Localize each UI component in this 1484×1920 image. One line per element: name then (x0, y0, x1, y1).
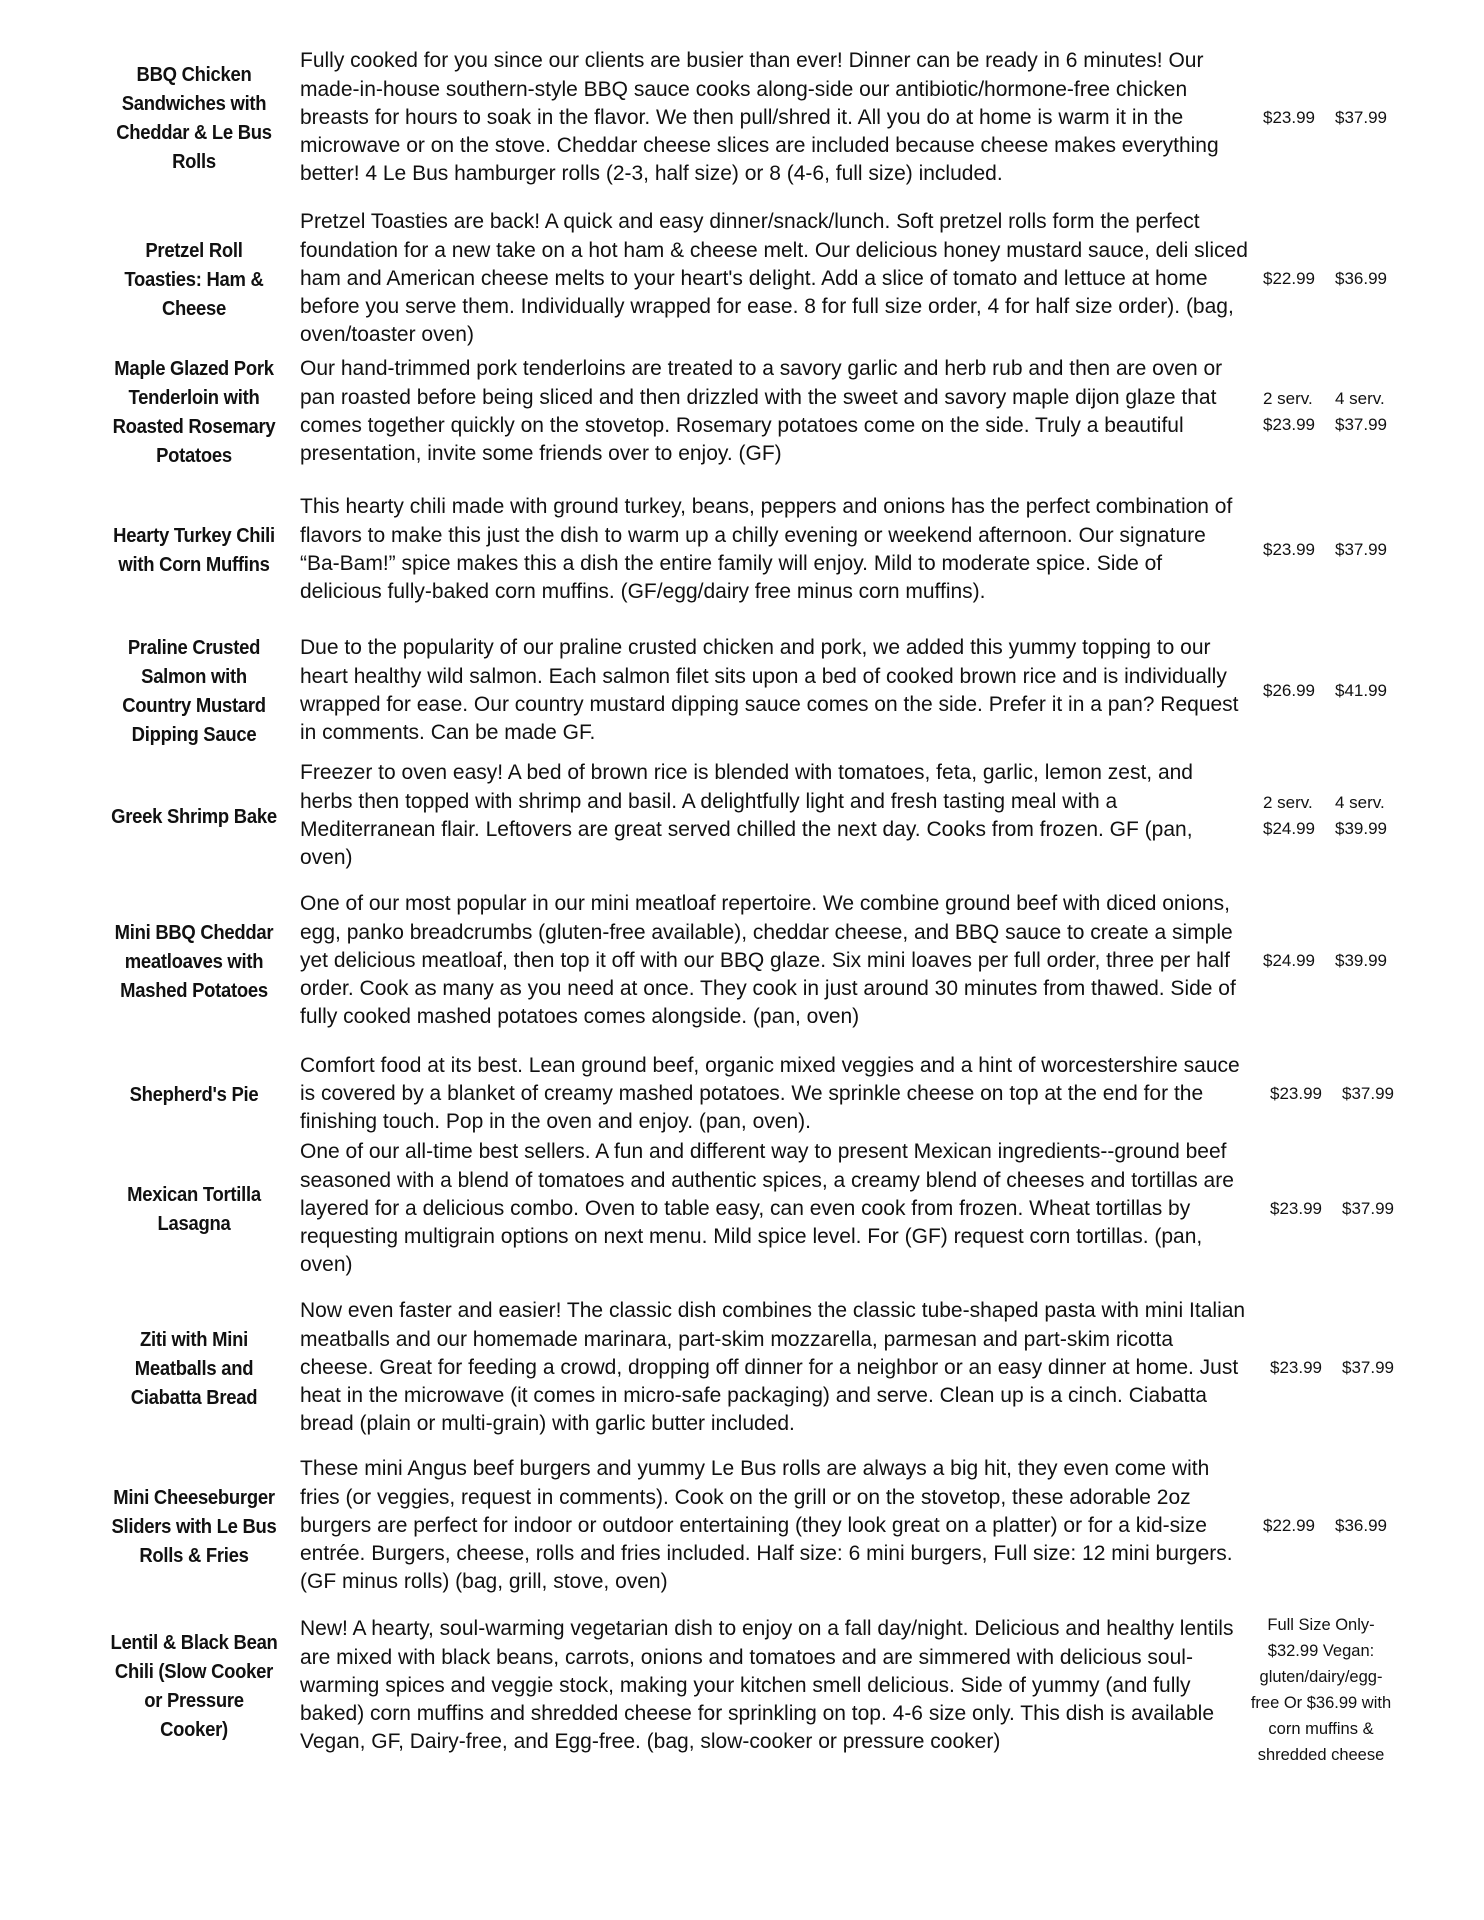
full-size-label: 4 serv. (1335, 389, 1385, 408)
full-price: $37.99 (1342, 1084, 1394, 1103)
item-price (1263, 888, 1387, 1034)
item-name: Pretzel Roll Toasties: Ham & Cheese (124, 238, 264, 320)
item-name: Mini Cheeseburger Sliders with Le Bus Rolls & Fries (111, 1485, 277, 1567)
item-description: New! A hearty, soul-warming vegetarian dish to enjoy on a fall day/night. Delicious and healthy lentils are mixed with black beans, carrots, onions and tomatoes and are simmered with delicious soul-warming spices and veggie stock, making your kitchen smell delicious. Side of yummy (and fully baked) corn muffins and shredded cheese for sprinkling on top. 4-6 size only. This dish is available Vegan, GF, Dairy-free, and Egg-free. (bag, slow-cooker or pressure cooker) (300, 1617, 1234, 1754)
item-description: Fully cooked for you since our clients are busier than ever! Dinner can be ready in 6 minutes! Our made-in-house southern-style BBQ sauce cooks along-side our antibiotic/hormone-free chicken breasts for hours to soak in the flavor. We then pull/shred it. All you do at home is warm it in the microwave or on the stove. Cheddar cheese slices are included because cheese makes everything better! 4 Le Bus hamburger rolls (2-3, half size) or 8 (4-6, full size) included. (300, 49, 1219, 186)
item-name: BBQ Chicken Sandwiches with Cheddar & Le Bus Rolls (116, 63, 272, 173)
full-price: $37.99 (1342, 1358, 1394, 1377)
half-price: $22.99 (1263, 269, 1315, 288)
item-price (1270, 1296, 1394, 1440)
item-description: Pretzel Toasties are back! A quick and easy dinner/snack/lunch. Soft pretzel rolls form the perfect foundation for a new take on a hot ham & cheese melt. Our delicious honey mustard sauce, deli sliced ham and American cheese melts to your heart's delight. Add a slice of tomato and lettuce at home before you serve them. Individually wrapped for ease. 8 for full size order, 4 for half size order). (bag, oven/toaster oven) (300, 210, 1248, 347)
item-price (1263, 354, 1387, 470)
item-price (1263, 33, 1387, 203)
half-price: $23.99 (1263, 108, 1315, 127)
item-price (1263, 208, 1387, 350)
item-description: Comfort food at its best. Lean ground beef, organic mixed veggies and a hint of worcestershire sauce is covered by a blanket of creamy mashed potatoes. We sprinkle cheese on top at the end for the finishing touch. Pop in the oven and enjoy. (pan, oven). (300, 1053, 1240, 1134)
half-price: $24.99 (1263, 819, 1315, 838)
item-description: Our hand-trimmed pork tenderloins are treated to a savory garlic and herb rub and then are oven or pan roasted before being sliced and then drizzled with the sweet and savory maple dijon glaze that comes together quickly on the stovetop. Rosemary potatoes come on the side. Truly a beautiful presentation, invite some friends over to enjoy. (GF) (300, 357, 1223, 466)
item-description: Due to the popularity of our praline crusted chicken and pork, we added this yummy topping to our heart healthy wild salmon. Each salmon filet sits upon a bed of cooked brown rice and is individually wrapped for ease. Our country mustard dipping sauce comes on the side. Prefer it in a pan? Request in comments. Can be made GF. (300, 636, 1239, 745)
full-price: $39.99 (1335, 819, 1387, 838)
item-name: Greek Shrimp Bake (111, 804, 277, 828)
item-price (1263, 478, 1387, 622)
item-name: Maple Glazed Pork Tenderloin with Roasted Rosemary Potatoes (112, 357, 276, 467)
item-description: Now even faster and easier! The classic dish combines the classic tube-shaped pasta with mini Italian meatballs and our homemade marinara, part-skim mozzarella, parmesan and part-skim ricotta cheese. Great for feeding a crowd, dropping off dinner for a neighbor or an easy dinner at home. Just heat in the microwave (it comes in micro-safe packaging) and serve. Clean up is a cinch. Ciabatta bread (plain or multi-grain) with garlic butter included. (300, 1299, 1246, 1436)
half-price: $23.99 (1270, 1084, 1322, 1103)
full-price: $37.99 (1335, 108, 1387, 127)
full-price: $37.99 (1342, 1199, 1394, 1218)
item-name: Lentil & Black Bean Chili (Slow Cooker or Pressure Cooker) (110, 1631, 278, 1741)
item-price (1263, 630, 1387, 752)
half-price: $22.99 (1263, 1516, 1315, 1535)
item-price (1270, 1138, 1394, 1280)
half-price: $23.99 (1263, 540, 1315, 559)
item-name: Ziti with Mini Meatballs and Ciabatta Bread (130, 1327, 258, 1409)
half-price: $24.99 (1263, 951, 1315, 970)
item-name: Mini BBQ Cheddar meatloaves with Mashed Potatoes (114, 920, 274, 1002)
full-price: $36.99 (1335, 269, 1387, 288)
item-name: Praline Crusted Salmon with Country Mustard Dipping Sauce (122, 636, 266, 746)
item-description: This hearty chili made with ground turkey, beans, peppers and onions has the perfect combination of flavors to make this just the dish to warm up a chilly evening or weekend afternoon. Our signature “Ba-Bam!” spice makes this a dish the entire family will enjoy. Mild to moderate spice. Side of delicious fully-baked corn muffins. (GF/egg/dairy free minus corn muffins). (300, 495, 1233, 604)
item-description: One of our all-time best sellers. A fun and different way to present Mexican ingredients--ground beef seasoned with a blend of tomatoes and authentic spices, a creamy blend of cheeses and tortillas are layered for a delicious combo. Oven to table easy, can even cook from frozen. Wheat tortillas by requesting multigrain options on next menu. Mild spice level. For (GF) request corn tortillas. (pan, oven) (300, 1140, 1234, 1277)
full-price: $37.99 (1335, 540, 1387, 559)
full-price: $41.99 (1335, 681, 1387, 700)
full-size-label: 4 serv. (1335, 793, 1385, 812)
item-price-note: Full Size Only- $32.99 Vegan: gluten/dairy/egg-free Or $36.99 with corn muffins & shredded cheese (1250, 1616, 1392, 1764)
half-price: $26.99 (1263, 681, 1315, 700)
half-size-label: 2 serv. (1263, 793, 1313, 812)
full-price: $36.99 (1335, 1516, 1387, 1535)
item-description: One of our most popular in our mini meatloaf repertoire. We combine ground beef with diced onions, egg, panko breadcrumbs (gluten-free available), cheddar cheese, and BBQ sauce to create a simple yet delicious meatloaf, then top it off with our BBQ glaze. Six mini loaves per full order, three per half order. Cook as many as you need at once. They cook in just around 30 minutes from thawed. Side of fully cooked mashed potatoes comes alongside. (pan, oven) (300, 892, 1236, 1029)
half-price: $23.99 (1263, 415, 1315, 434)
item-price (1263, 758, 1387, 874)
item-price (1263, 1454, 1387, 1598)
half-price: $23.99 (1270, 1358, 1322, 1377)
item-name: Shepherd's Pie (129, 1082, 259, 1106)
item-description: These mini Angus beef burgers and yummy Le Bus rolls are always a big hit, they even come with fries (or veggies, request in comments). Cook on the grill or on the stovetop, these adorable 2oz burgers are perfect for indoor or outdoor entertaining (they look great on a platter) or for a kid-size entrée. Burgers, cheese, rolls and fries included. Half size: 6 mini burgers, Full size: 12 mini burgers. (GF minus rolls) (bag, grill, stove, oven) (300, 1457, 1233, 1594)
item-name: Mexican Tortilla Lasagna (127, 1183, 261, 1235)
item-price (1270, 1050, 1394, 1138)
half-price: $23.99 (1270, 1199, 1322, 1218)
full-price: $39.99 (1335, 951, 1387, 970)
full-price: $37.99 (1335, 415, 1387, 434)
half-size-label: 2 serv. (1263, 389, 1313, 408)
item-name: Hearty Turkey Chili with Corn Muffins (113, 524, 275, 576)
item-description: Freezer to oven easy! A bed of brown rice is blended with tomatoes, feta, garlic, lemon zest, and herbs then topped with shrimp and basil. A delightfully light and fresh tasting meal with a Mediterranean flair. Leftovers are great served chilled the next day. Cooks from frozen. GF (pan, oven) (300, 761, 1193, 870)
